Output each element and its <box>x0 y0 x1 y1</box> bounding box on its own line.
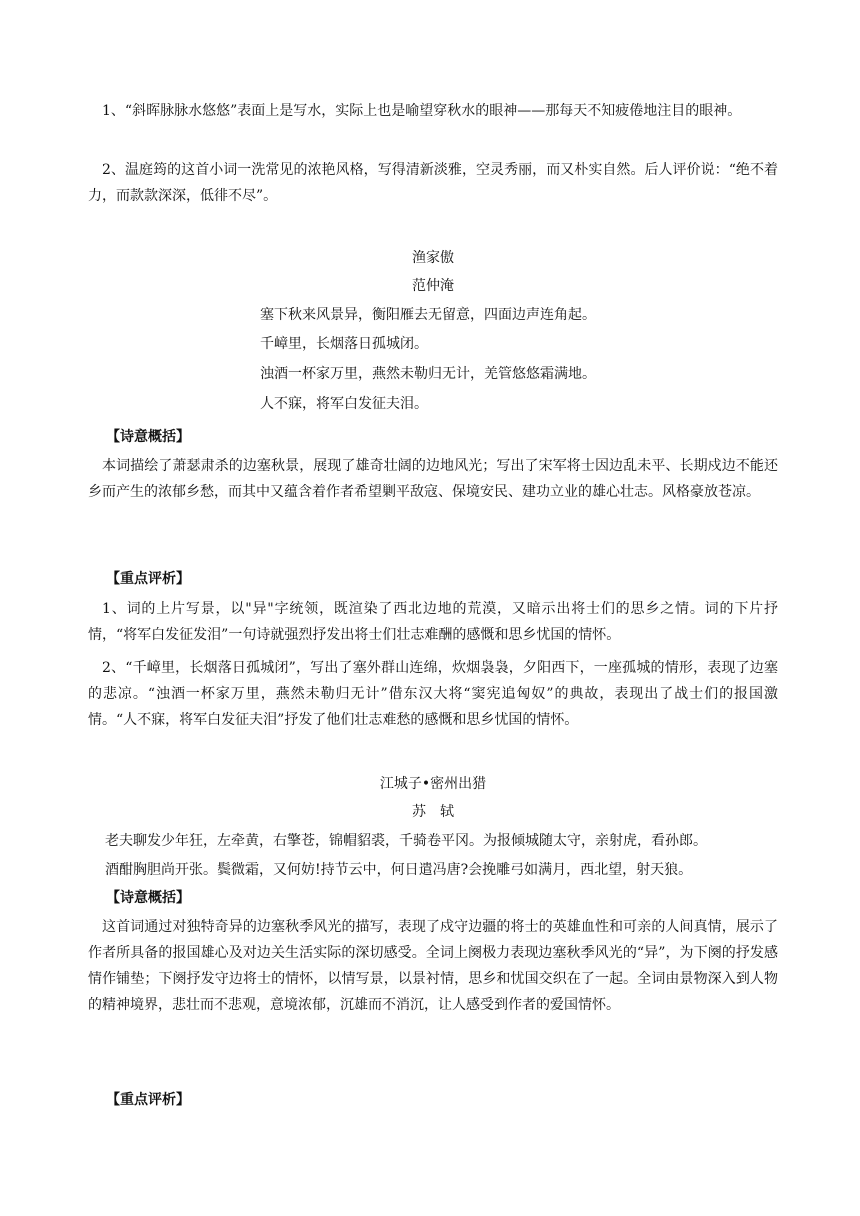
poem2-line-2: 酒酣胸胆尚开张。鬓微霜，又何妨!持节云中，何日遣冯唐?会挽雕弓如满月，西北望，射天狼。 <box>105 862 693 878</box>
intro-paragraph-2: 2、温庭筠的这首小词一洗常见的浓艳风格，写得清新淡雅，空灵秀丽，而又朴实自然。后人评价说：“绝不着力，而款款深深，低徘不尽”。 <box>88 162 778 204</box>
poem1-title: 渔家傲 <box>412 250 454 266</box>
poem1-analysis-heading: 【重点评析】 <box>106 571 190 587</box>
poem1-author: 范仲淹 <box>412 278 454 294</box>
poem2-title: 江城子•密州出猎 <box>379 776 487 792</box>
poem2-line-1: 老夫聊发少年狂，左牵黄，右擎苍，锦帽貂裘，千骑卷平冈。为报倾城随太守，亲射虎，看孙郎。 <box>105 833 707 849</box>
poem2-summary: 这首词通过对独特奇异的边塞秋季风光的描写，表现了戍守边疆的将士的英雄血性和可亲的人间真情，展示了作者所具备的报国雄心及对边关生活实际的深切感受。全词上阕极力表现边塞秋季风光的“异”，为下阕的抒发感情作铺垫；下阕抒发守边将士的情怀，以情写景，以景衬情，思乡和忧国交织在了一起。全词由景物深入到人物的精神境界，悲壮而不悲观，意境浓郁，沉雄而不消沉，让人感受到作者的爱国情怀。 <box>88 919 778 1013</box>
intro-paragraph-1: 1、“斜晖脉脉水悠悠”表面上是写水，实际上也是喻望穿秋水的眼神——那每天不知疲倦地注目的眼神。 <box>102 103 742 119</box>
poem1-analysis-2: 2、“千嶂里，长烟落日孤城闭”，写出了塞外群山连绵，炊烟袅袅，夕阳西下，一座孤城的情形，表现了边塞的悲凉。“浊酒一杯家万里，燕然未勒归无计”借东汉大将“窦宪追匈奴”的典故，表现出了战士们的报国激情。“人不寐，将军白发征夫泪”抒发了他们壮志难愁的感慨和思乡忧国的情怀。 <box>88 660 778 728</box>
poem1-summary: 本词描绘了萧瑟肃杀的边塞秋景，展现了雄奇壮阔的边地风光；写出了宋军将士因边乱未平、长期戍边不能还乡而产生的浓郁乡愁，而其中又蕴含着作者希望剿平敌寇、保境安民、建功立业的雄心壮志。风格豪放苍凉。 <box>88 458 778 500</box>
poem1-analysis-1: 1、词的上片写景，以"异"字统领，既渲染了西北边地的荒漠，又暗示出将士们的思乡之情。词的下片抒情，“将军白发征发泪”一句诗就强烈抒发出将士们壮志难酬的感慨和思乡忧国的情怀。 <box>88 601 778 643</box>
poem2-author: 苏 轼 <box>412 804 454 820</box>
poem1-line-4: 人不寐，将军白发征夫泪。 <box>260 396 428 412</box>
poem1-line-1: 塞下秋来风景异，衡阳雁去无留意，四面边声连角起。 <box>260 307 596 323</box>
poem1-line-3: 浊酒一杯家万里，燕然未勒归无计，羌管悠悠霜满地。 <box>260 366 596 382</box>
poem2-summary-heading: 【诗意概括】 <box>106 890 190 906</box>
poem1-summary-heading: 【诗意概括】 <box>106 429 190 445</box>
poem1-line-2: 千嶂里，长烟落日孤城闭。 <box>260 336 428 352</box>
poem2-analysis-heading: 【重点评析】 <box>106 1092 190 1108</box>
